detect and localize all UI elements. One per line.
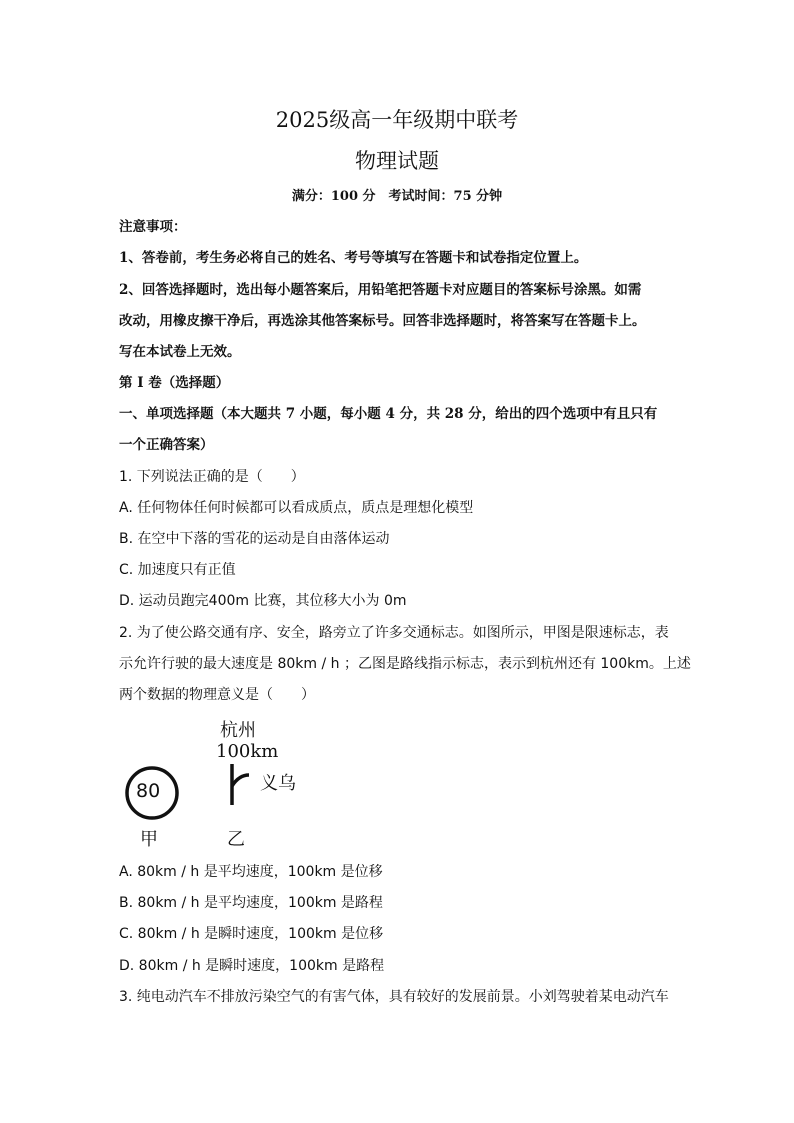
q1-option-d: D. 运动员跑完400m 比赛，其位移大小为 0m [119,593,407,609]
exam-meta: 满分：100 分 考试时间：75 分钟 [291,189,503,204]
notes-heading: 注意事项： [119,219,187,235]
exam-subject: 物理试题 [355,149,439,173]
route-sign-distance: 100km [216,741,279,762]
figure-label-yi: 乙 [227,829,245,850]
q2-stem-line-3: 两个数据的物理意义是（ ） [119,687,315,703]
q2-option-c: C. 80km / h 是瞬时速度，100km 是位移 [119,926,384,942]
part-heading-line-1: 一、单项选择题（本大题共 7 小题，每小题 4 分，共 28 分，给出的四个选项中有且只有 [119,406,658,422]
speed-limit-value: 80 [136,780,161,802]
part-heading-line-2: 一个正确答案） [119,437,214,453]
notes-item-2-line-1: 2、回答选择题时，选出每小题答案后，用铅笔把答题卡对应题目的答案标号涂黑。如需 [119,282,642,298]
q1-option-c: C. 加速度只有正值 [119,562,236,578]
volume-heading: 第 I 卷（选择题） [119,375,230,391]
q1-option-b: B. 在空中下落的雪花的运动是自由落体运动 [119,531,390,547]
q2-option-a: A. 80km / h 是平均速度，100km 是位移 [119,864,383,880]
q2-stem-line-1: 2. 为了使公路交通有序、安全，路旁立了许多交通标志。如图所示，甲图是限速标志，表 [119,625,669,641]
route-sign-city-top: 杭州 [220,720,256,741]
notes-item-2-line-3: 写在本试卷上无效。 [119,344,241,360]
exam-title: 2025级高一年级期中联考 [275,108,519,132]
q2-option-b: B. 80km / h 是平均速度，100km 是路程 [119,895,383,911]
q1-stem: 1. 下列说法正确的是（ ） [119,469,305,485]
route-sign-city-right: 义乌 [260,773,296,794]
q3-stem-line-1: 3. 纯电动汽车不排放污染空气的有害气体，具有较好的发展前景。小刘驾驶着某电动汽车 [119,989,669,1005]
notes-item-1: 1、答卷前，考生务必将自己的姓名、考号等填写在答题卡和试卷指定位置上。 [119,250,588,266]
q2-figure [115,712,335,852]
q2-option-d: D. 80km / h 是瞬时速度，100km 是路程 [119,958,385,974]
route-sign-branch [232,775,249,786]
figure-label-jia: 甲 [140,829,158,850]
q2-stem-line-2: 示允许行驶的最大速度是 80km / h ；乙图是路线指示标志，表示到杭州还有 100km。上述 [119,656,691,672]
q1-option-a: A. 任何物体任何时候都可以看成质点，质点是理想化模型 [119,500,474,516]
notes-item-2-line-2: 改动，用橡皮擦干净后，再选涂其他答案标号。回答非选择题时，将答案写在答题卡上。 [119,313,646,329]
